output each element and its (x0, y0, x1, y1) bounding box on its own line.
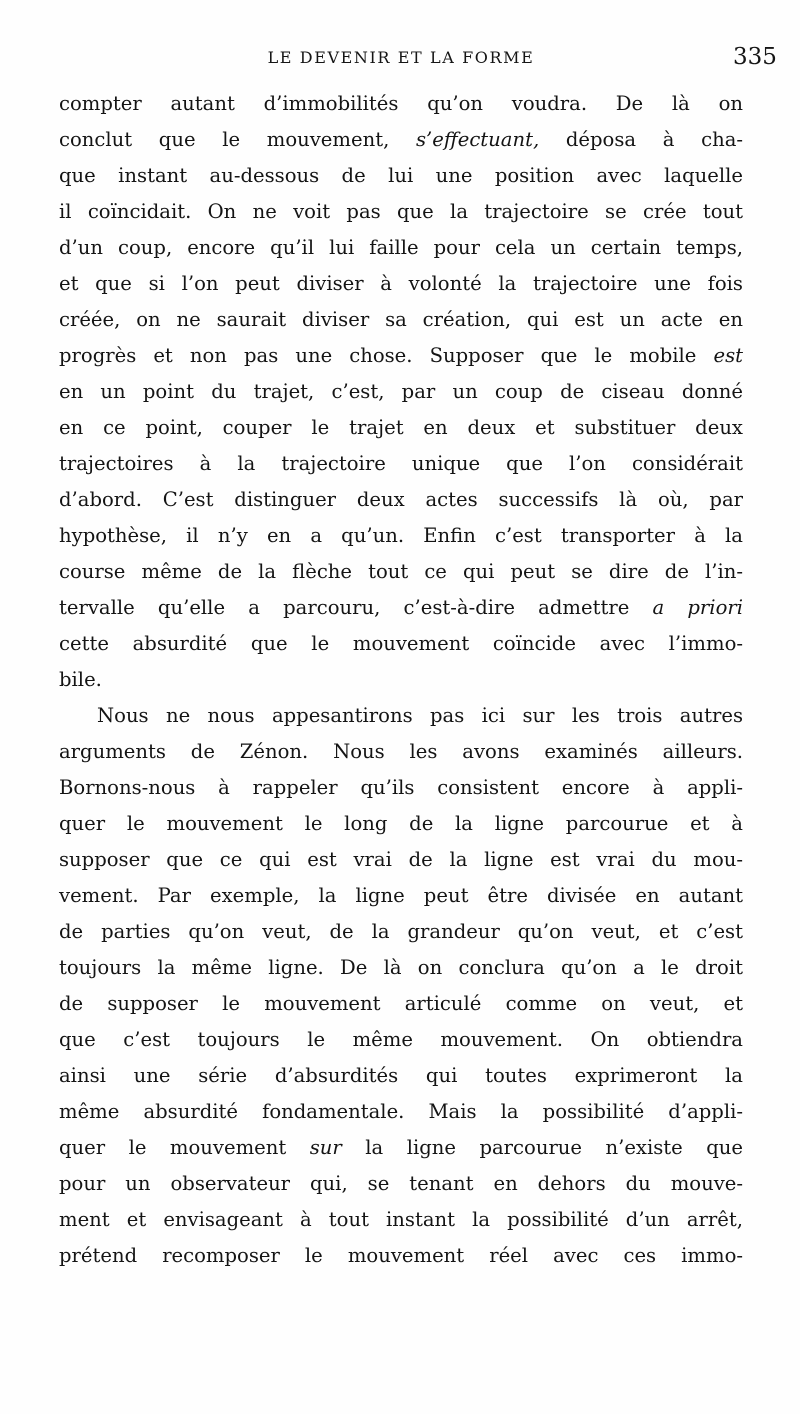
text-line: course même de la flèche tout ce qui peut se dire de l’in- (59, 560, 743, 583)
text-line: que c’est toujours le même mouvement. On obtiendra (59, 1028, 743, 1051)
text-line: trajectoires à la trajectoire unique que l’on considérait (59, 452, 743, 475)
text-line: cette absurdité que le mouvement coïncide avec l’immo- (59, 632, 743, 655)
text-line: même absurdité fondamentale. Mais la possibilité d’appli- (59, 1100, 743, 1123)
text-line: créée, on ne saurait diviser sa création, qui est un acte en (59, 308, 743, 331)
text-line (59, 1130, 743, 1166)
text-run: déposa à cha- (539, 128, 743, 151)
italic-text-run: sur (309, 1136, 342, 1159)
text-line: supposer que ce qui est vrai de la ligne est vrai du mou- (59, 848, 743, 871)
text-line: que instant au-dessous de lui une position avec laquelle (59, 164, 743, 187)
italic-text-run: a priori (652, 596, 743, 619)
italic-text-run: est (713, 344, 743, 367)
text-line: prétend recomposer le mouvement réel avec ces immo- (59, 1244, 743, 1267)
text-line: il coïncidait. On ne voit pas que la trajectoire se crée tout (59, 200, 743, 223)
text-run: la ligne parcourue n’existe que (341, 1136, 744, 1159)
text-line: toujours la même ligne. De là on conclura qu’on a le droit (59, 956, 743, 979)
text-line: d’un coup, encore qu’il lui faille pour cela un certain temps, (59, 236, 743, 259)
text-line (59, 122, 743, 158)
text-line: en ce point, couper le trajet en deux et substituer deux (59, 416, 743, 439)
text-line: en un point du trajet, c’est, par un coup de ciseau donné (59, 380, 743, 403)
text-line: Bornons-nous à rappeler qu’ils consistent encore à appli- (59, 776, 743, 799)
text-line: de parties qu’on veut, de la grandeur qu’on veut, et c’est (59, 920, 743, 943)
text-line: quer le mouvement le long de la ligne parcourue et à (59, 812, 743, 835)
text-run: tervalle qu’elle a parcouru, c’est-à-dire admettre (59, 596, 653, 619)
text-line: pour un observateur qui, se tenant en dehors du mouve- (59, 1172, 743, 1195)
text-line: hypothèse, il n’y en a qu’un. Enfin c’est transporter à la (59, 524, 743, 547)
page-number: 335 (733, 44, 777, 70)
italic-text-run: s’effectuant, (415, 128, 540, 151)
text-run: conclut que le mouvement, (59, 128, 416, 151)
text-line: d’abord. C’est distinguer deux actes successifs là où, par (59, 488, 743, 511)
text-line: ment et envisageant à tout instant la possibilité d’un arrêt, (59, 1208, 743, 1231)
text-line: de supposer le mouvement articulé comme on veut, et (59, 992, 743, 1015)
text-line: arguments de Zénon. Nous les avons examinés ailleurs. (59, 740, 743, 763)
text-line: et que si l’on peut diviser à volonté la trajectoire une fois (59, 272, 743, 295)
text-line (59, 590, 743, 626)
running-head: LE DEVENIR ET LA FORME (267, 48, 535, 67)
text-run: quer le mouvement (59, 1136, 310, 1159)
text-line (59, 338, 743, 374)
text-line: Nous ne nous appesantirons pas ici sur les trois autres (97, 704, 743, 727)
text-line: bile. (59, 668, 102, 691)
text-line: vement. Par exemple, la ligne peut être divisée en autant (59, 884, 743, 907)
text-run: progrès et non pas une chose. Supposer que le mobile (59, 344, 714, 367)
text-line: compter autant d’immobilités qu’on voudra. De là on (59, 92, 743, 115)
text-line: ainsi une série d’absurdités qui toutes exprimeront la (59, 1064, 743, 1087)
